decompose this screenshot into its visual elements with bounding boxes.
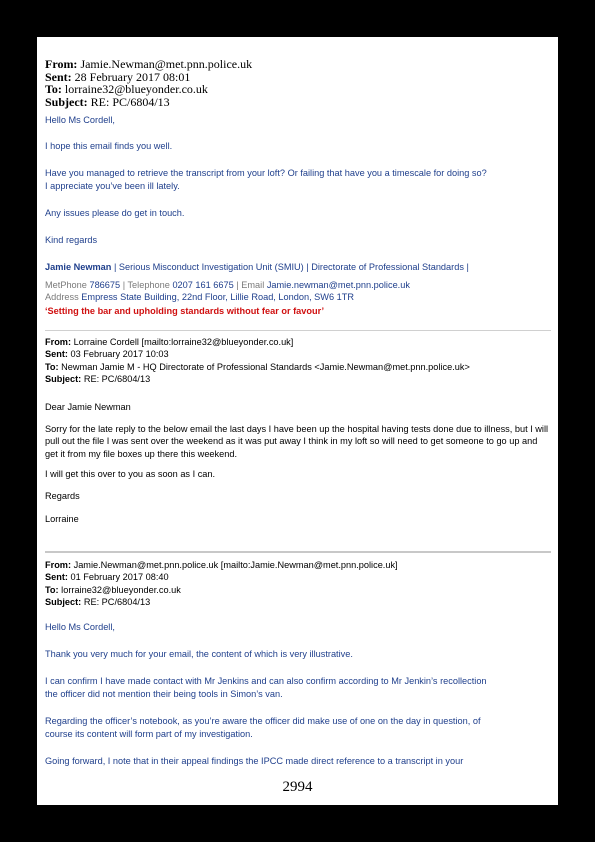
subject-label: Subject:	[45, 596, 82, 607]
sent-label: Sent:	[45, 69, 72, 84]
email1-header	[45, 58, 252, 108]
email2-subject: RE: PC/6804/13	[83, 373, 151, 384]
email1-subject: RE: PC/6804/13	[90, 94, 170, 109]
document-page	[37, 37, 558, 805]
signature-unit: | Serious Misconduct Investigation Unit (SMIU) | Directorate of Professional Standards |	[111, 262, 469, 272]
email1-address-line	[45, 291, 354, 303]
email3-paragraph-4: Going forward, I note that in their appeal findings the IPCC made direct reference to a transcript in your	[45, 756, 464, 766]
email3-header	[45, 559, 398, 608]
email2-regards: Regards	[45, 491, 80, 501]
metphone-label: MetPhone	[45, 280, 87, 290]
email2-header	[45, 336, 470, 385]
email2-paragraph-2: I will get this over to you as soon as I can.	[45, 469, 216, 479]
email1-to: lorraine32@blueyonder.co.uk	[64, 82, 208, 97]
telephone-label: Telephone	[127, 280, 170, 290]
email1-paragraph-1: I hope this email finds you well.	[45, 141, 173, 151]
email1-signature	[45, 261, 469, 273]
email2-name: Lorraine	[45, 514, 79, 524]
email3-greeting: Hello Ms Cordell,	[45, 622, 115, 632]
to-label: To:	[45, 82, 62, 97]
from-label: From:	[45, 560, 72, 570]
to-label: To:	[45, 584, 59, 595]
to-label: To:	[45, 361, 59, 372]
email1-paragraph-2b: I appreciate you’ve been ill lately.	[45, 181, 180, 191]
email-label: Email	[241, 280, 265, 290]
email1-contact-line: MetPhone 786675 | Telephone 0207 161 6675 | Email Jamie.newman@met.pnn.police.uk	[45, 280, 410, 290]
address-value: Empress State Building, 22nd Floor, Lillie Road, London, SW6 1TR	[81, 292, 354, 302]
email1-greeting: Hello Ms Cordell,	[45, 115, 115, 125]
email3-from: Jamie.Newman@met.pnn.police.uk [mailto:Jamie.Newman@met.pnn.police.uk]	[73, 560, 398, 570]
email3-paragraph-2b: the officer did not mention their being tools in Simon’s van.	[45, 689, 283, 699]
email3-subject: RE: PC/6804/13	[83, 596, 151, 607]
email-value: Jamie.newman@met.pnn.police.uk	[266, 280, 410, 290]
email2-body: Sorry for the late reply to the below email the last days I have been up the hospital having tests done due to illness, but I will pull out the file I was sent over the weekend as it was put away I think in my loft so will need to get someone to go up and get it from my file boxes up there this weekend.	[45, 424, 549, 459]
signature-name: Jamie Newman	[45, 262, 112, 272]
divider	[45, 551, 551, 553]
email2-greeting: Dear Jamie Newman	[45, 402, 131, 412]
metphone-value: 786675	[89, 280, 121, 290]
email3-paragraph-2a: I can confirm I have made contact with Mr Jenkins and can also confirm according to Mr Jenkin’s recollection	[45, 676, 487, 686]
email1-from: Jamie.Newman@met.pnn.police.uk	[80, 57, 253, 71]
email3-to: lorraine32@blueyonder.co.uk	[61, 584, 181, 595]
from-label: From:	[45, 337, 72, 347]
email3-paragraph-3b: course its content will form part of my investigation.	[45, 729, 253, 739]
subject-label: Subject:	[45, 373, 82, 384]
email1-closing: Kind regards	[45, 235, 98, 245]
address-label: Address	[45, 292, 79, 302]
email1-paragraph-2a: Have you managed to retrieve the transcript from your loft? Or failing that have you a timescale for doing so?	[45, 168, 487, 178]
email2-from: Lorraine Cordell [mailto:lorraine32@blueyonder.co.uk]	[73, 337, 294, 347]
sent-label: Sent:	[45, 349, 68, 360]
email1-paragraph-3: Any issues please do get in touch.	[45, 208, 185, 218]
email3-paragraph-1: Thank you very much for your email, the content of which is very illustrative.	[45, 649, 353, 659]
email1-sent: 28 February 2017 08:01	[74, 69, 191, 84]
from-label: From:	[45, 57, 78, 71]
telephone-value: 0207 161 6675	[172, 280, 234, 290]
email2-to: Newman Jamie M - HQ Directorate of Professional Standards <Jamie.Newman@met.pnn.police.uk>	[61, 361, 470, 372]
email3-sent: 01 February 2017 08:40	[70, 572, 169, 583]
email2-sent: 03 February 2017 10:03	[70, 349, 169, 360]
divider	[45, 330, 551, 331]
sent-label: Sent:	[45, 572, 68, 583]
email3-paragraph-3a: Regarding the officer’s notebook, as you’re aware the officer did make use of one on the day in question, of	[45, 716, 481, 726]
email1-motto: ‘Setting the bar and upholding standards without fear or favour’	[45, 306, 325, 316]
page-number: 2994	[282, 779, 313, 795]
subject-label: Subject:	[45, 94, 88, 109]
